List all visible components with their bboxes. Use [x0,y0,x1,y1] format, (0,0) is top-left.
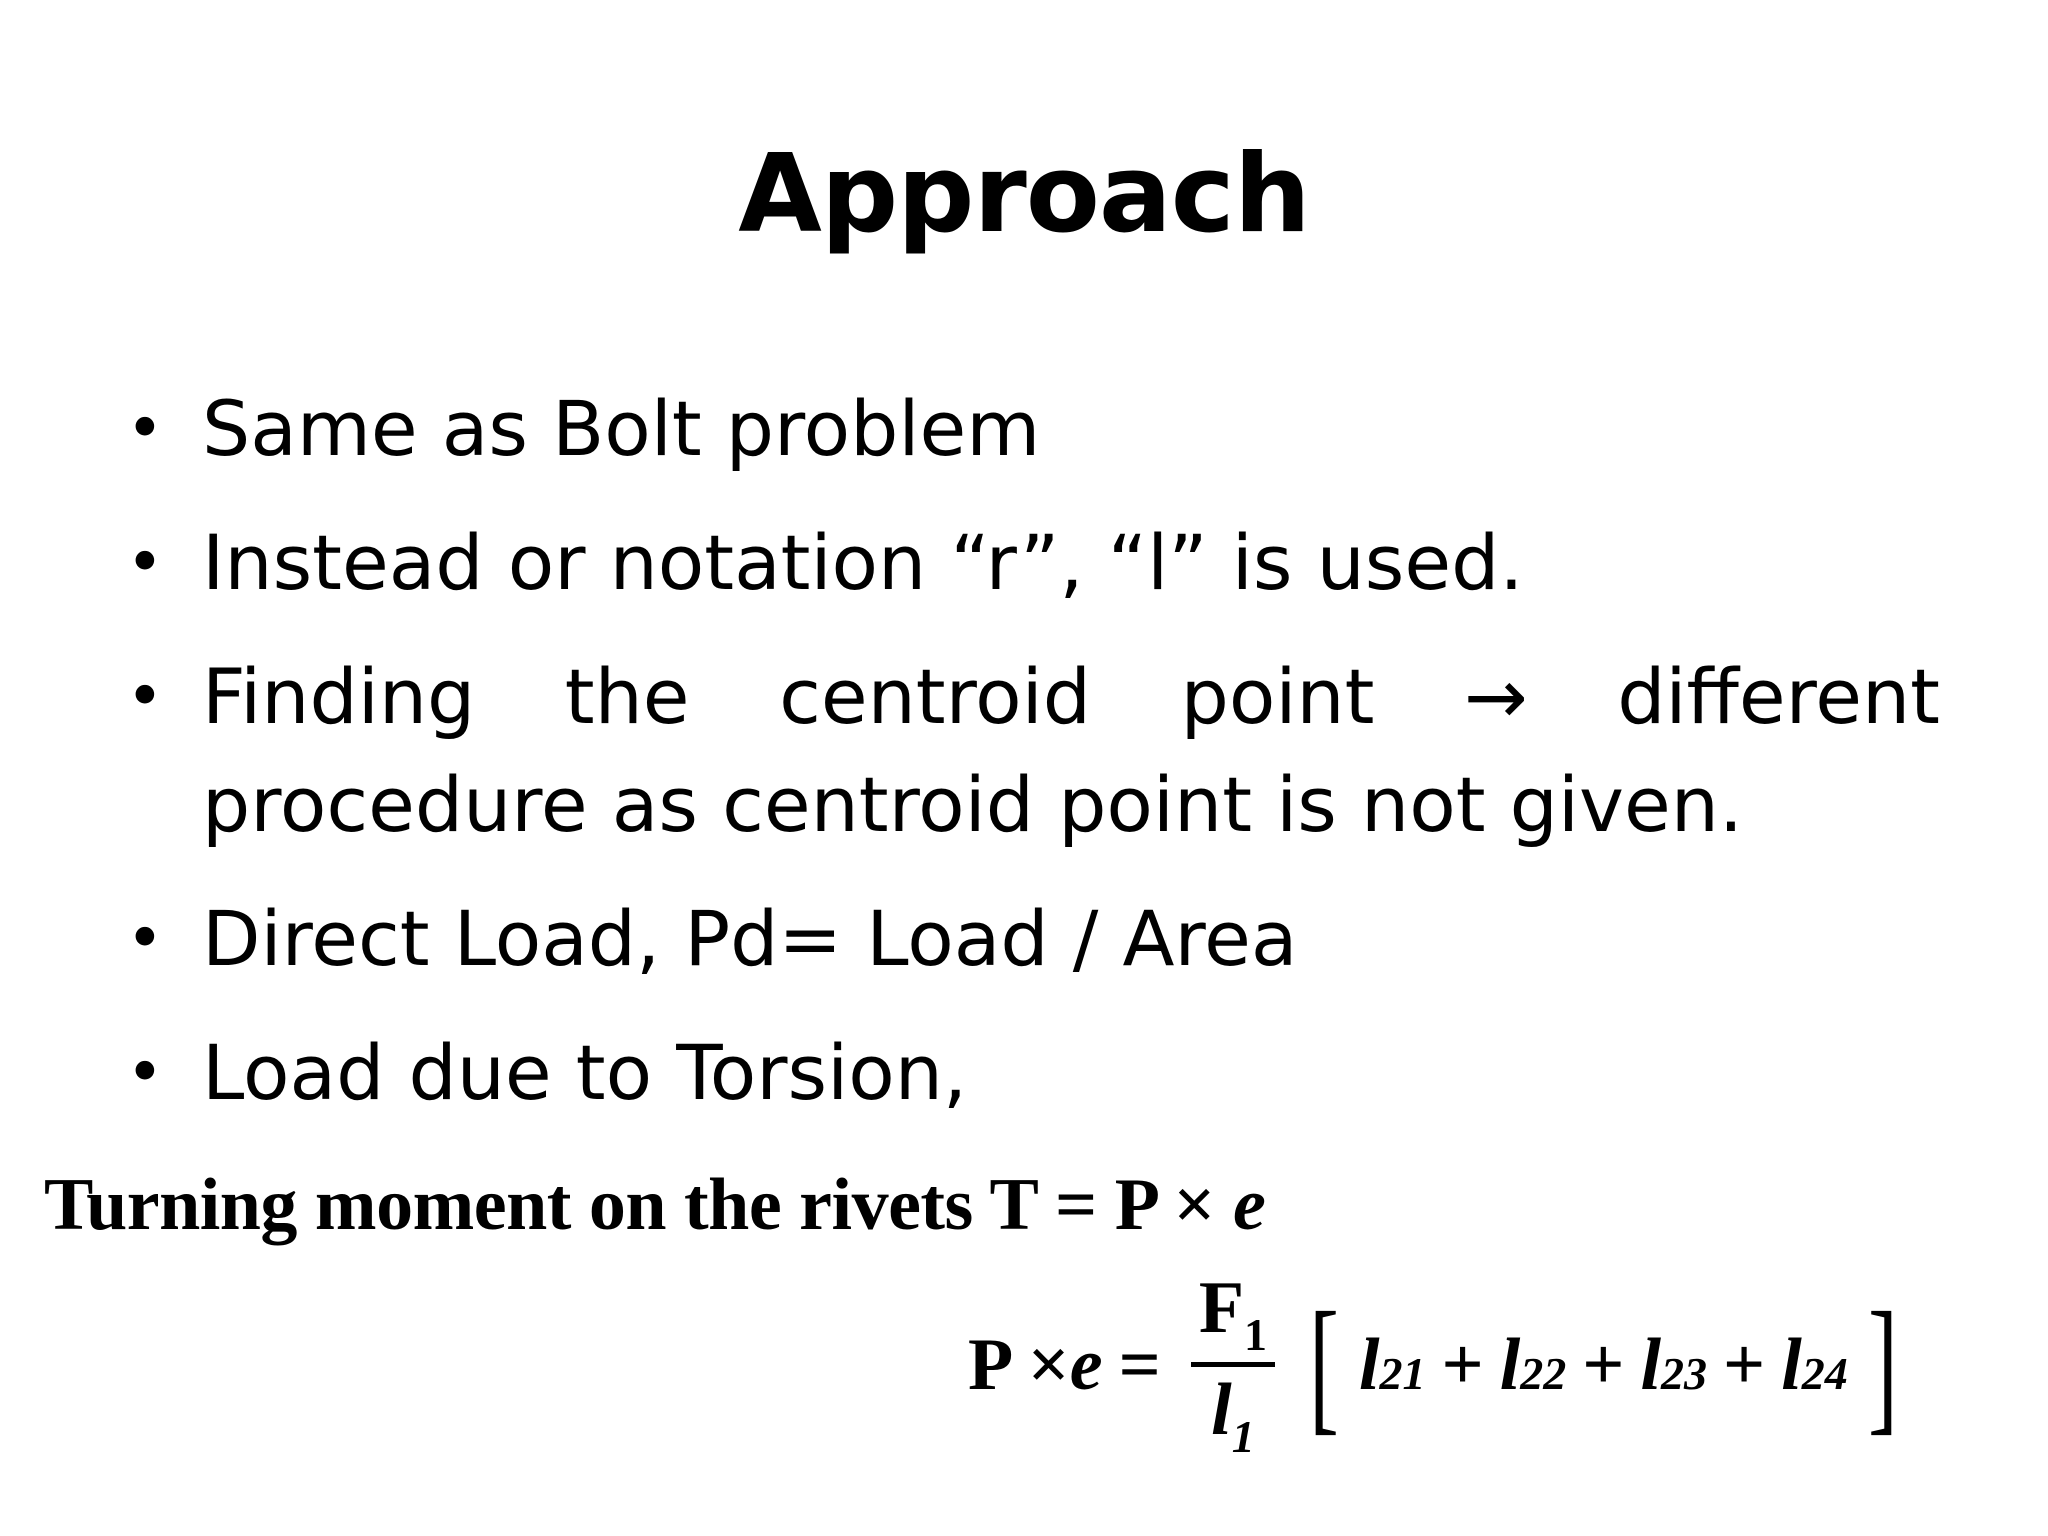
bullet-dot-icon: • [126,526,164,600]
word: Finding [202,652,476,741]
bullet-dot-icon: • [126,1036,164,1110]
formula-fraction [1191,1266,1275,1462]
formula-plus: + [1441,1323,1484,1406]
bullet-line-2: procedure as centroid point is not given. [202,760,1744,849]
bullet-dot-icon: • [126,902,164,976]
bullet-text: Load due to Torsion, [202,1028,968,1117]
slide-title: Approach [738,132,1310,257]
bullet-line-1 [202,643,1940,751]
term-sup: 2 [1520,1347,1544,1399]
term-base: l [1499,1323,1521,1406]
term-sup: 2 [1379,1347,1403,1399]
fraction-numerator [1191,1266,1275,1367]
formula-lhs-e: e [1069,1323,1103,1406]
bullet-item [120,509,1940,617]
denominator-base: l [1211,1368,1232,1451]
bullet-item [120,885,1940,993]
term-sub: 2 [1543,1347,1567,1399]
bracket-open: [ [1309,1282,1339,1448]
term-sub: 4 [1824,1347,1848,1399]
numerator-sub: 1 [1244,1308,1268,1360]
eccentricity-var: e [1233,1164,1266,1246]
word: different [1617,652,1940,741]
bullet-dot-icon: • [126,392,164,466]
term-base: l [1358,1323,1380,1406]
fraction-denominator [1211,1367,1255,1460]
formula-equals: = [1118,1323,1161,1406]
bullet-text: Direct Load, Pd= Load / Area [202,894,1298,983]
numerator-base: F [1198,1266,1245,1349]
moment-formula [968,1265,1918,1465]
formula-lhs-p: P × [968,1323,1070,1406]
bracket-close: ] [1867,1282,1898,1448]
bullet-text-justified [202,643,1940,859]
turning-moment-text: Turning moment on the rivets T = P × [44,1164,1233,1246]
bullet-text: Instead or notation “r”, “l” is used. [202,518,1524,607]
term-sup: 2 [1801,1347,1825,1399]
bullet-text: Same as Bolt problem [202,384,1041,473]
formula-term [1359,1323,1426,1408]
formula-plus: + [1723,1323,1766,1406]
term-sub: 3 [1684,1347,1708,1399]
term-base: l [1781,1323,1802,1406]
denominator-sub: 1 [1231,1410,1255,1462]
word: the [564,652,690,741]
bullet-dot-icon: • [126,660,164,734]
formula-term [1500,1323,1567,1408]
formula-plus: + [1582,1323,1625,1406]
arrow-right-icon: → [1463,652,1528,741]
bullet-item [120,1019,1940,1127]
word: point [1180,652,1375,741]
formula-term [1640,1323,1707,1408]
word: centroid [779,652,1092,741]
formula-term [1781,1323,1848,1408]
bullet-item [120,643,1940,859]
turning-moment-line [44,1163,1265,1248]
term-sub: 1 [1402,1347,1426,1399]
bullet-list [120,375,1940,1153]
term-sup: 2 [1661,1347,1685,1399]
scanned-equation-image [0,1135,2048,1536]
bullet-item [120,375,1940,483]
term-base: l [1640,1323,1662,1406]
